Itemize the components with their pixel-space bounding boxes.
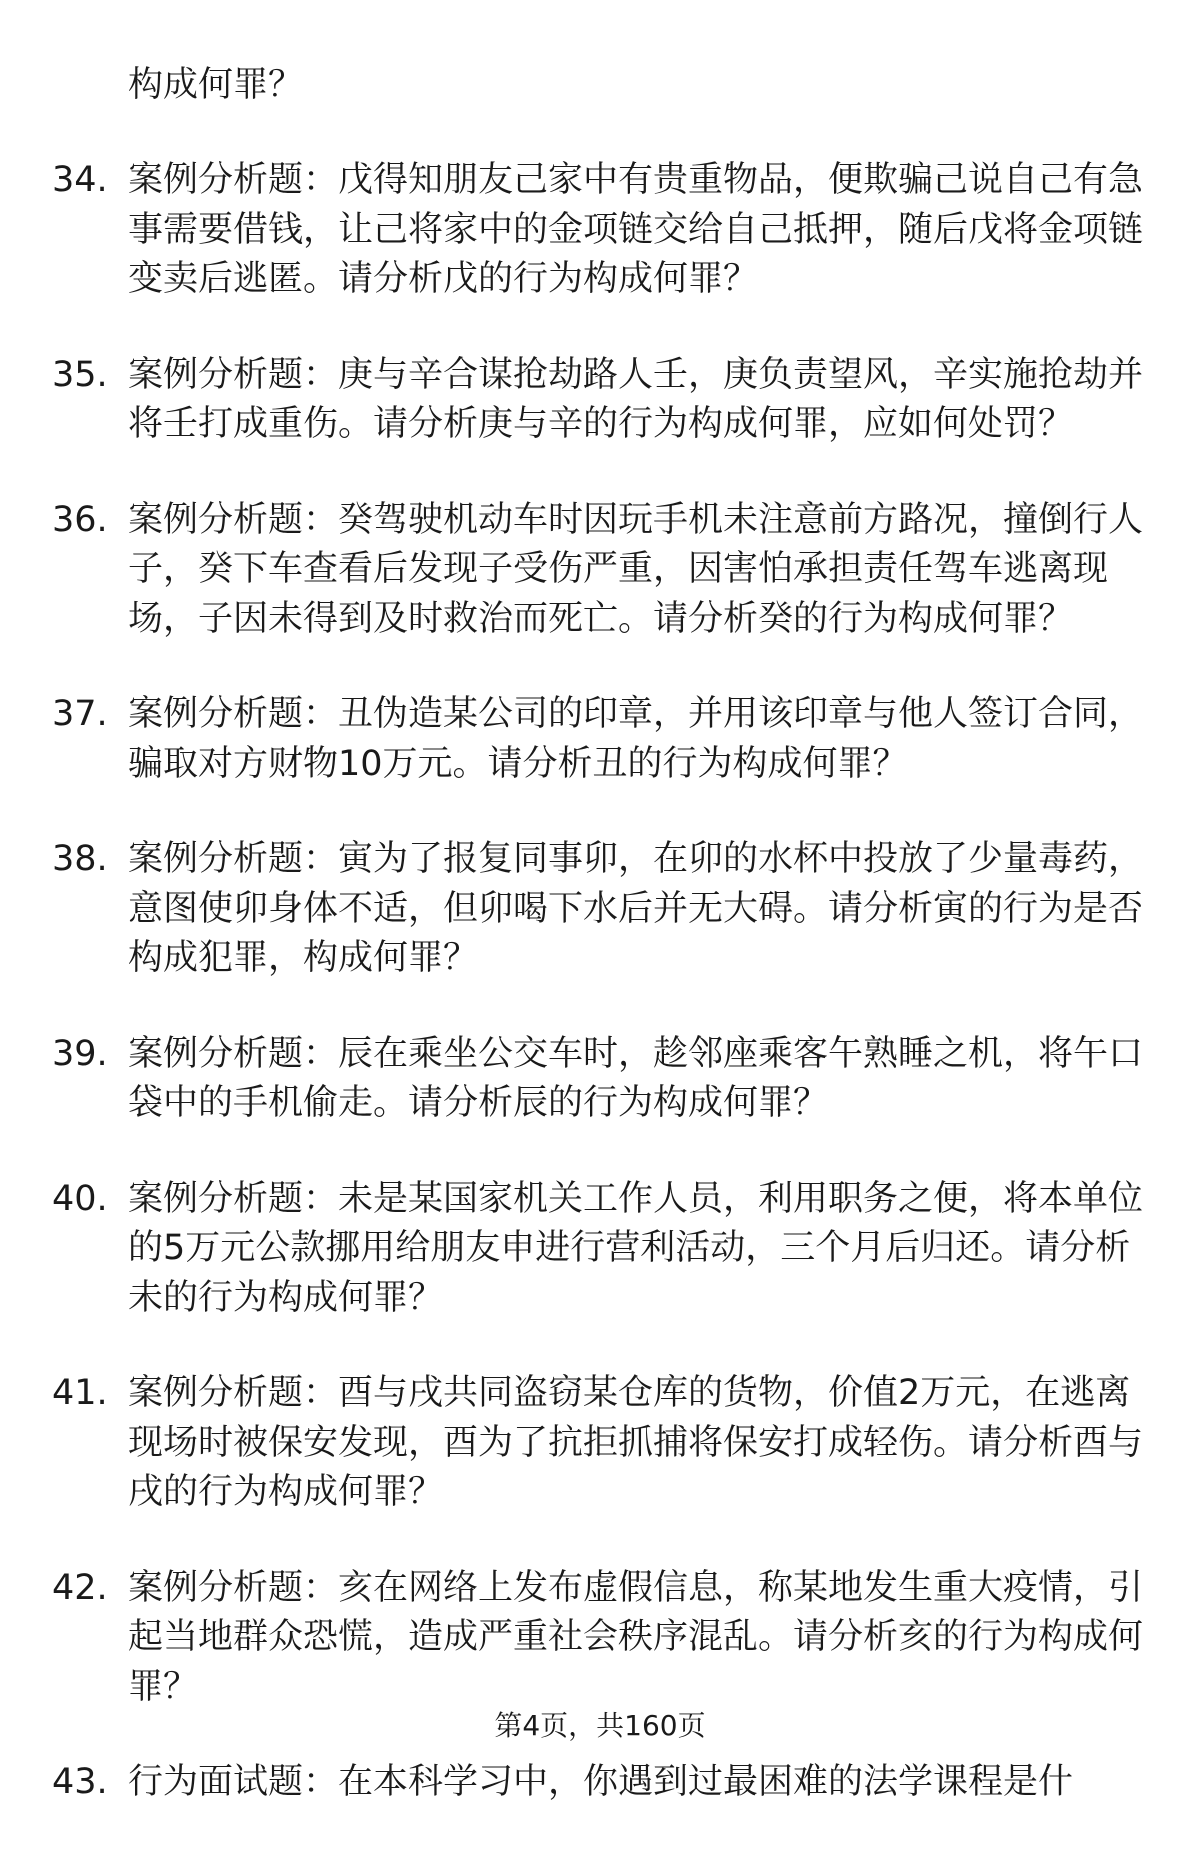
question-item (0, 156, 1200, 305)
question-text: 案例分析题：辰在乘坐公交车时，趁邻座乘客午熟睡之机，将午口袋中的手机偷走。请分析辰的行为构成何罪？ (128, 1033, 1144, 1123)
question-text: 案例分析题：戊得知朋友己家中有贵重物品，便欺骗己说自己有急事需要借钱，让己将家中的金项链交给自己抵押，随后戊将金项链变卖后逃匿。请分析戊的行为构成何罪？ (128, 160, 1144, 299)
question-text: 案例分析题：丑伪造某公司的印章，并用该印章与他人签订合同，骗取对方财物10万元。请分析丑的行为构成何罪？ (128, 694, 1144, 784)
question-text: 案例分析题：酉与戌共同盗窃某仓库的货物，价值2万元，在逃离现场时被保安发现，酉为了抗拒抓捕将保安打成轻伤。请分析酉与戌的行为构成何罪？ (128, 1373, 1144, 1512)
question-item (0, 1758, 1200, 1808)
question-text: 案例分析题：寅为了报复同事卯，在卯的水杯中投放了少量毒药，意图使卯身体不适，但卯喝下水后并无大碍。请分析寅的行为是否构成犯罪，构成何罪？ (128, 839, 1144, 978)
page-footer: 第4页，共160页 (494, 1709, 706, 1742)
question-item (0, 351, 1200, 450)
question-number: 43. (52, 1762, 108, 1802)
question-item (0, 835, 1200, 984)
question-text: 案例分析题：癸驾驶机动车时因玩手机未注意前方路况，撞倒行人子，癸下车查看后发现子受伤严重，因害怕承担责任驾车逃离现场，子因未得到及时救治而死亡。请分析癸的行为构成何罪？ (128, 499, 1144, 639)
question-item (0, 1564, 1200, 1713)
question-number: 42. (52, 1567, 108, 1608)
continued-text: 构成何罪？ (128, 65, 304, 105)
question-item (0, 690, 1200, 789)
question-number: 35. (52, 354, 108, 395)
question-number: 39. (52, 1033, 108, 1074)
question-number: 34. (52, 160, 108, 200)
question-number: 41. (52, 1373, 108, 1413)
question-number: 40. (52, 1178, 108, 1219)
question-text: 案例分析题：未是某国家机关工作人员，利用职务之便，将本单位的5万元公款挪用给朋友申进行营利活动，三个月后归还。请分析未的行为构成何罪？ (128, 1178, 1144, 1318)
question-item (0, 496, 1200, 645)
question-text: 案例分析题：亥在网络上发布虚假信息，称某地发生重大疫情，引起当地群众恐慌，造成严重社会秩序混乱。请分析亥的行为构成何罪？ (128, 1567, 1144, 1707)
question-number: 38. (52, 839, 108, 879)
question-item (0, 1030, 1200, 1129)
question-number: 37. (52, 694, 108, 734)
question-text: 行为面试题：在本科学习中，你遇到过最困难的法学课程是什 (128, 1762, 1074, 1802)
question-list (0, 60, 1200, 1854)
question-text: 案例分析题：庚与辛合谋抢劫路人壬，庚负责望风，辛实施抢劫并将壬打成重伤。请分析庚与辛的行为构成何罪，应如何处罚？ (128, 354, 1144, 444)
question-number: 36. (52, 499, 108, 540)
question-item (0, 1175, 1200, 1324)
question-item (0, 1369, 1200, 1518)
